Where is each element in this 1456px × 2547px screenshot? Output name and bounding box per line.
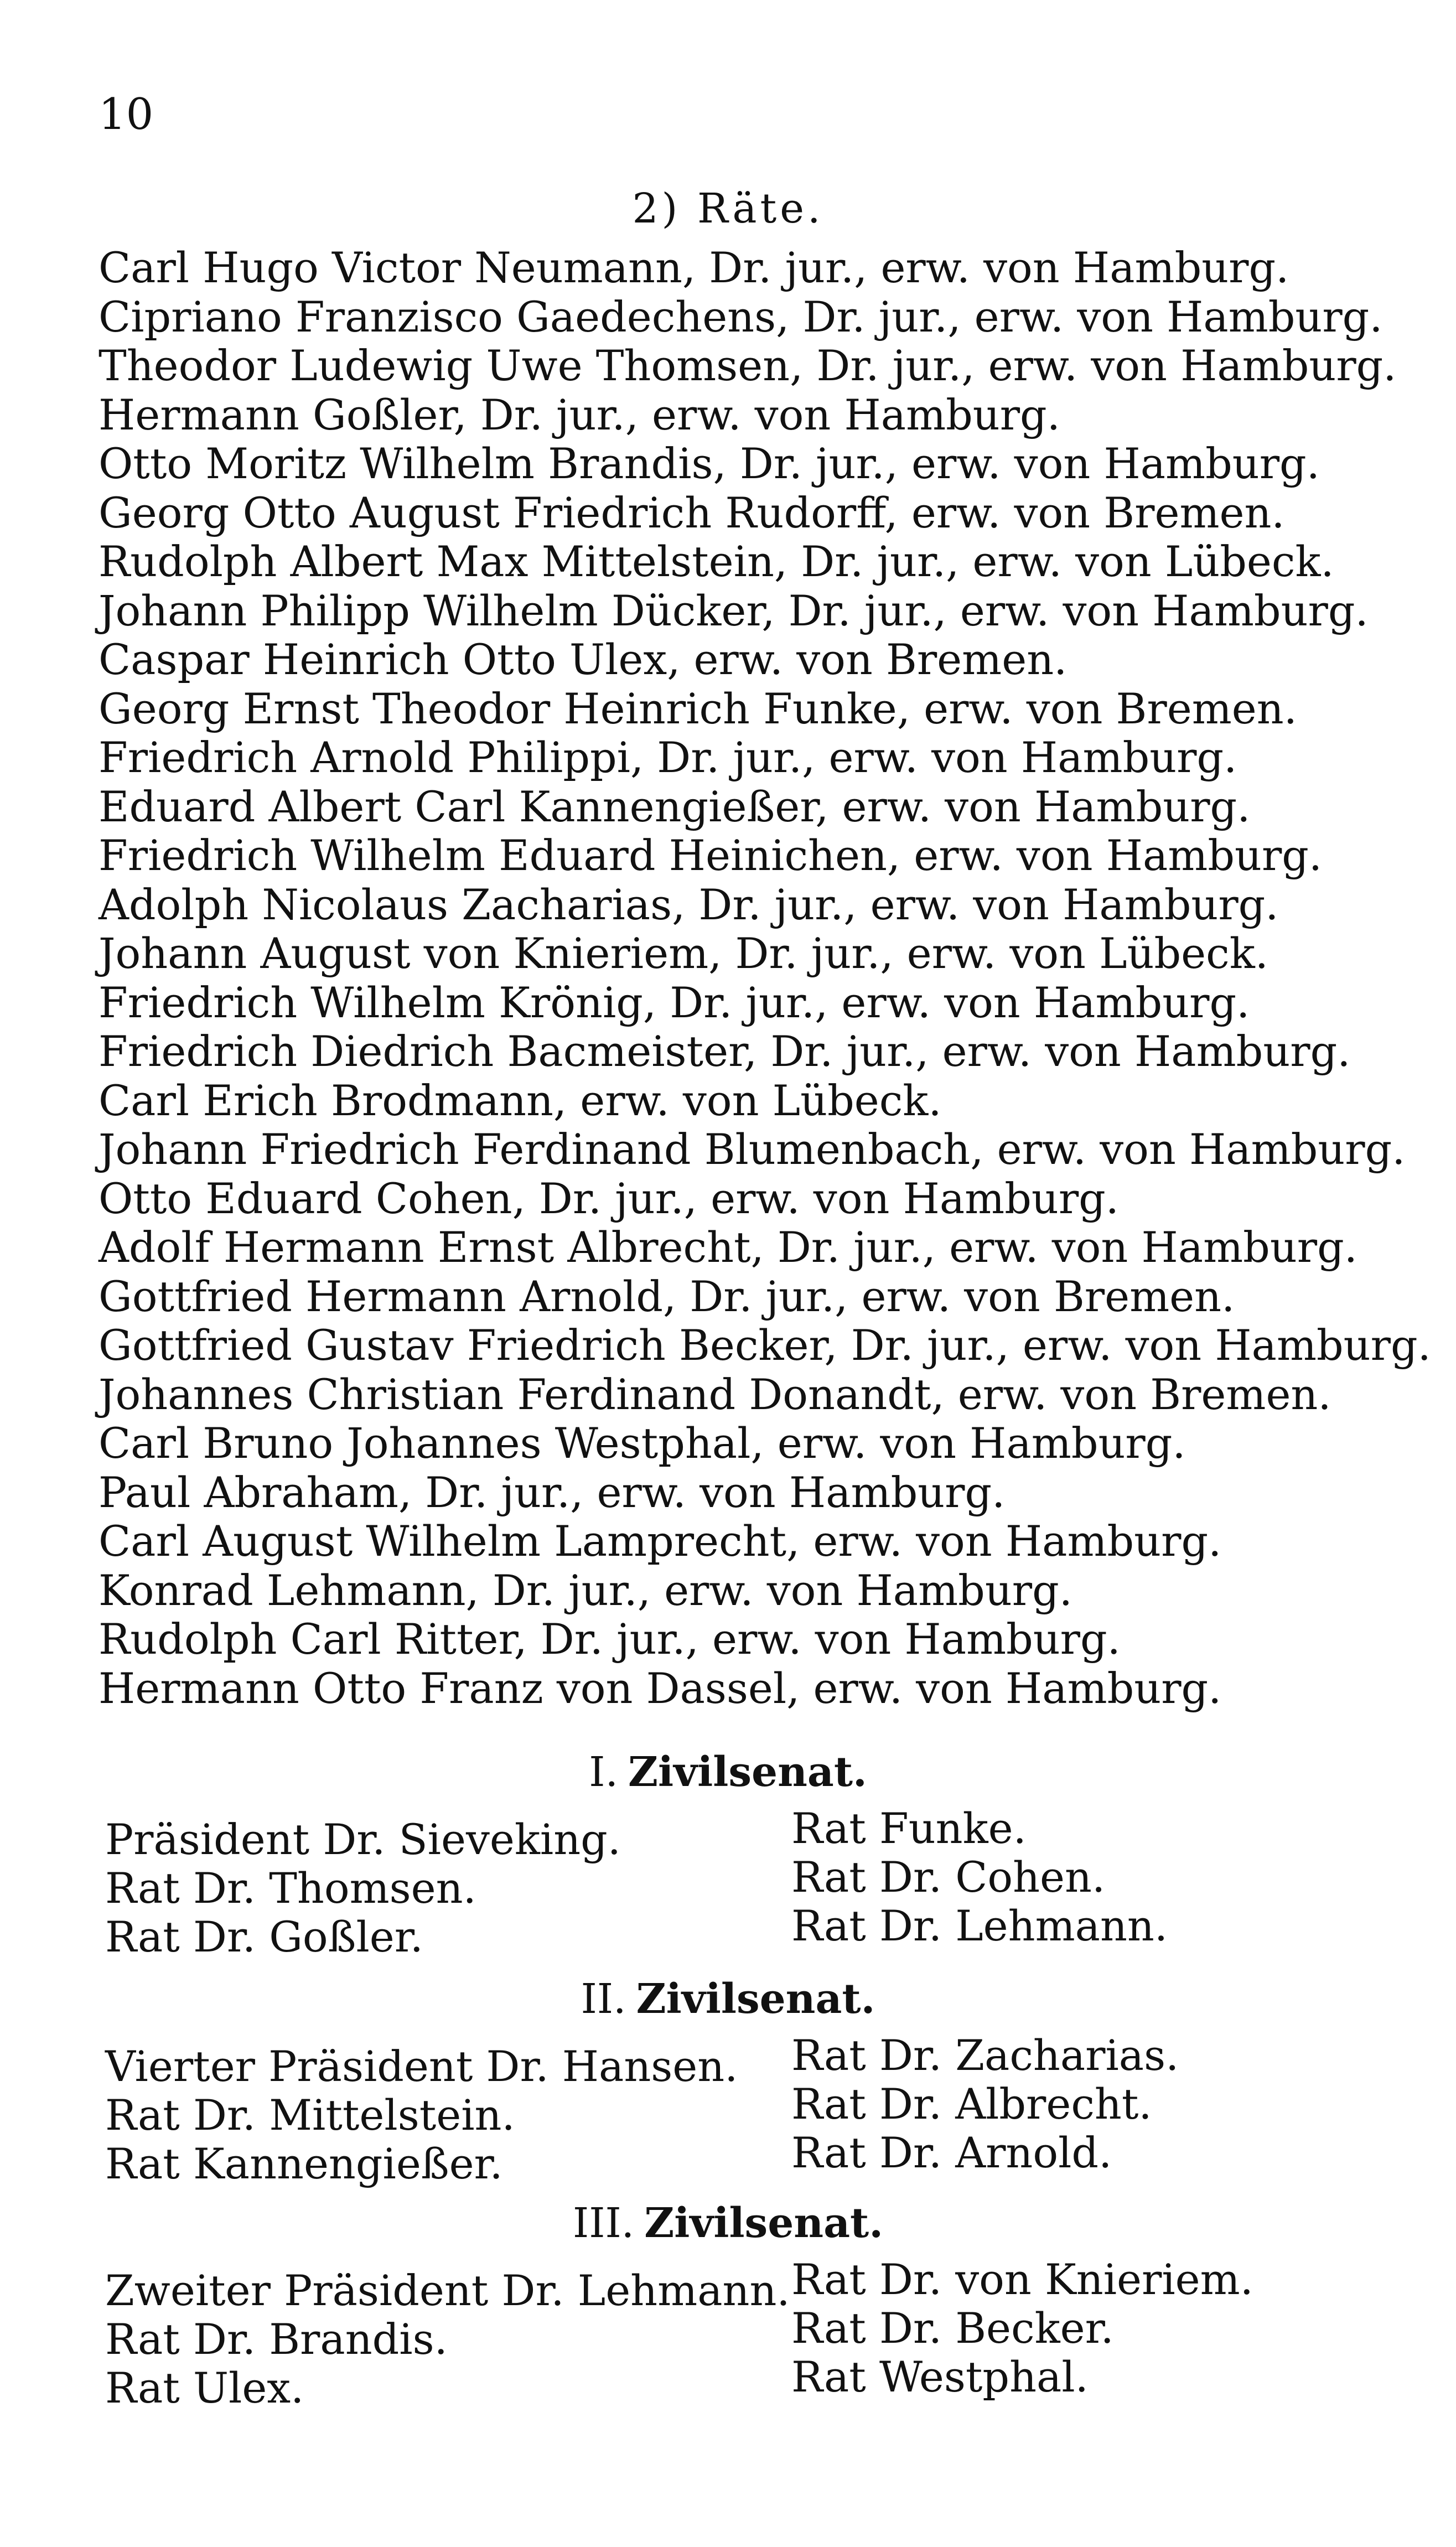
list-item: Rat Dr. Mittelstein. (105, 2090, 515, 2140)
list-item: Carl Bruno Johannes Westphal, erw. von Hamburg. (99, 1419, 1186, 1468)
list-item: Friedrich Wilhelm Eduard Heinichen, erw. von Hamburg. (99, 831, 1323, 880)
section-title: 2) Räte. (632, 185, 824, 232)
list-item: Zweiter Präsident Dr. Lehmann. (105, 2266, 790, 2315)
list-item: Konrad Lehmann, Dr. jur., erw. von Hamburg. (99, 1565, 1072, 1615)
list-item: Carl Hugo Victor Neumann, Dr. jur., erw. von Hamburg. (99, 243, 1289, 292)
senate-heading-3 (0, 2199, 1456, 2247)
list-item: Vierter Präsident Dr. Hansen. (105, 2042, 738, 2091)
list-item: Rat Ulex. (105, 2363, 304, 2413)
senate-heading-1 (0, 1748, 1456, 1796)
list-item: Rat Westphal. (791, 2352, 1089, 2401)
list-item: Friedrich Wilhelm Krönig, Dr. jur., erw. von Hamburg. (99, 977, 1250, 1027)
list-item: Eduard Albert Carl Kannengießer, erw. von Hamburg. (99, 781, 1251, 831)
list-item: Carl Erich Brodmann, erw. von Lübeck. (99, 1075, 942, 1125)
list-item: Rudolph Albert Max Mittelstein, Dr. jur., erw. von Lübeck. (99, 537, 1334, 586)
list-item: Rat Dr. Zacharias. (791, 2031, 1179, 2080)
list-item: Johann August von Knieriem, Dr. jur., erw. von Lübeck. (99, 929, 1268, 978)
list-item: Caspar Heinrich Otto Ulex, erw. von Bremen. (99, 635, 1068, 684)
members-list (99, 244, 1431, 1713)
list-item: Adolf Hermann Ernst Albrecht, Dr. jur., erw. von Hamburg. (99, 1223, 1357, 1272)
list-item: Rat Dr. Brandis. (105, 2315, 448, 2364)
list-item: Paul Abraham, Dr. jur., erw. von Hamburg. (99, 1467, 1006, 1517)
senate-name: Zivilsenat. (636, 1975, 875, 2023)
list-item: Rat Dr. Goßler. (105, 1912, 423, 1961)
senate-3-right-column (791, 2255, 1253, 2401)
senate-name: Zivilsenat. (644, 2199, 883, 2247)
list-item: Theodor Ludewig Uwe Thomsen, Dr. jur., erw. von Hamburg. (99, 341, 1397, 390)
senate-numeral: II. (581, 1975, 626, 2023)
list-item: Rat Dr. Thomsen. (105, 1863, 476, 1913)
list-item: Präsident Dr. Sieveking. (105, 1815, 621, 1864)
list-item: Rat Dr. Albrecht. (791, 2079, 1152, 2129)
list-item: Johann Friedrich Ferdinand Blumenbach, erw. von Hamburg. (99, 1125, 1406, 1174)
list-item: Carl August Wilhelm Lamprecht, erw. von Hamburg. (99, 1516, 1222, 1566)
list-item: Rat Kannengießer. (105, 2139, 503, 2188)
list-item: Friedrich Diedrich Bacmeister, Dr. jur., erw. von Hamburg. (99, 1027, 1351, 1076)
senate-2-right-column (791, 2031, 1179, 2177)
list-item: Georg Otto August Friedrich Rudorff, erw. von Bremen. (99, 488, 1285, 537)
senate-name: Zivilsenat. (628, 1748, 867, 1796)
senate-1-left-column (105, 1815, 621, 1961)
list-item: Rat Dr. Arnold. (791, 2128, 1112, 2177)
senate-numeral: I. (589, 1748, 618, 1796)
list-item: Gottfried Hermann Arnold, Dr. jur., erw. von Bremen. (99, 1271, 1235, 1321)
senate-numeral: III. (572, 2199, 635, 2247)
list-item: Adolph Nicolaus Zacharias, Dr. jur., erw. von Hamburg. (99, 879, 1279, 929)
list-item: Cipriano Franzisco Gaedechens, Dr. jur., erw. von Hamburg. (99, 292, 1383, 341)
list-item: Otto Eduard Cohen, Dr. jur., erw. von Hamburg. (99, 1173, 1119, 1223)
list-item: Hermann Goßler, Dr. jur., erw. von Hamburg. (99, 390, 1060, 439)
senate-heading-2 (0, 1975, 1456, 2023)
list-item: Rat Dr. Becker. (791, 2303, 1114, 2353)
list-item: Johannes Christian Ferdinand Donandt, erw. von Bremen. (99, 1369, 1331, 1419)
list-item: Hermann Otto Franz von Dassel, erw. von Hamburg. (99, 1663, 1222, 1713)
list-item: Rat Funke. (791, 1804, 1027, 1853)
list-item: Rat Dr. von Knieriem. (791, 2255, 1253, 2304)
list-item: Otto Moritz Wilhelm Brandis, Dr. jur., erw. von Hamburg. (99, 439, 1320, 488)
list-item: Rat Dr. Cohen. (791, 1852, 1106, 1902)
senate-1-right-column (791, 1804, 1168, 1950)
list-item: Friedrich Arnold Philippi, Dr. jur., erw. von Hamburg. (99, 733, 1237, 782)
senate-3-left-column (105, 2266, 790, 2413)
senate-2-left-column (105, 2042, 738, 2188)
page-number: 10 (99, 90, 154, 139)
list-item: Johann Philipp Wilhelm Dücker, Dr. jur., erw. von Hamburg. (99, 586, 1369, 635)
list-item: Rudolph Carl Ritter, Dr. jur., erw. von Hamburg. (99, 1614, 1121, 1664)
list-item: Gottfried Gustav Friedrich Becker, Dr. jur., erw. von Hamburg. (99, 1321, 1431, 1370)
list-item: Rat Dr. Lehmann. (791, 1901, 1168, 1950)
list-item: Georg Ernst Theodor Heinrich Funke, erw. von Bremen. (99, 684, 1297, 733)
